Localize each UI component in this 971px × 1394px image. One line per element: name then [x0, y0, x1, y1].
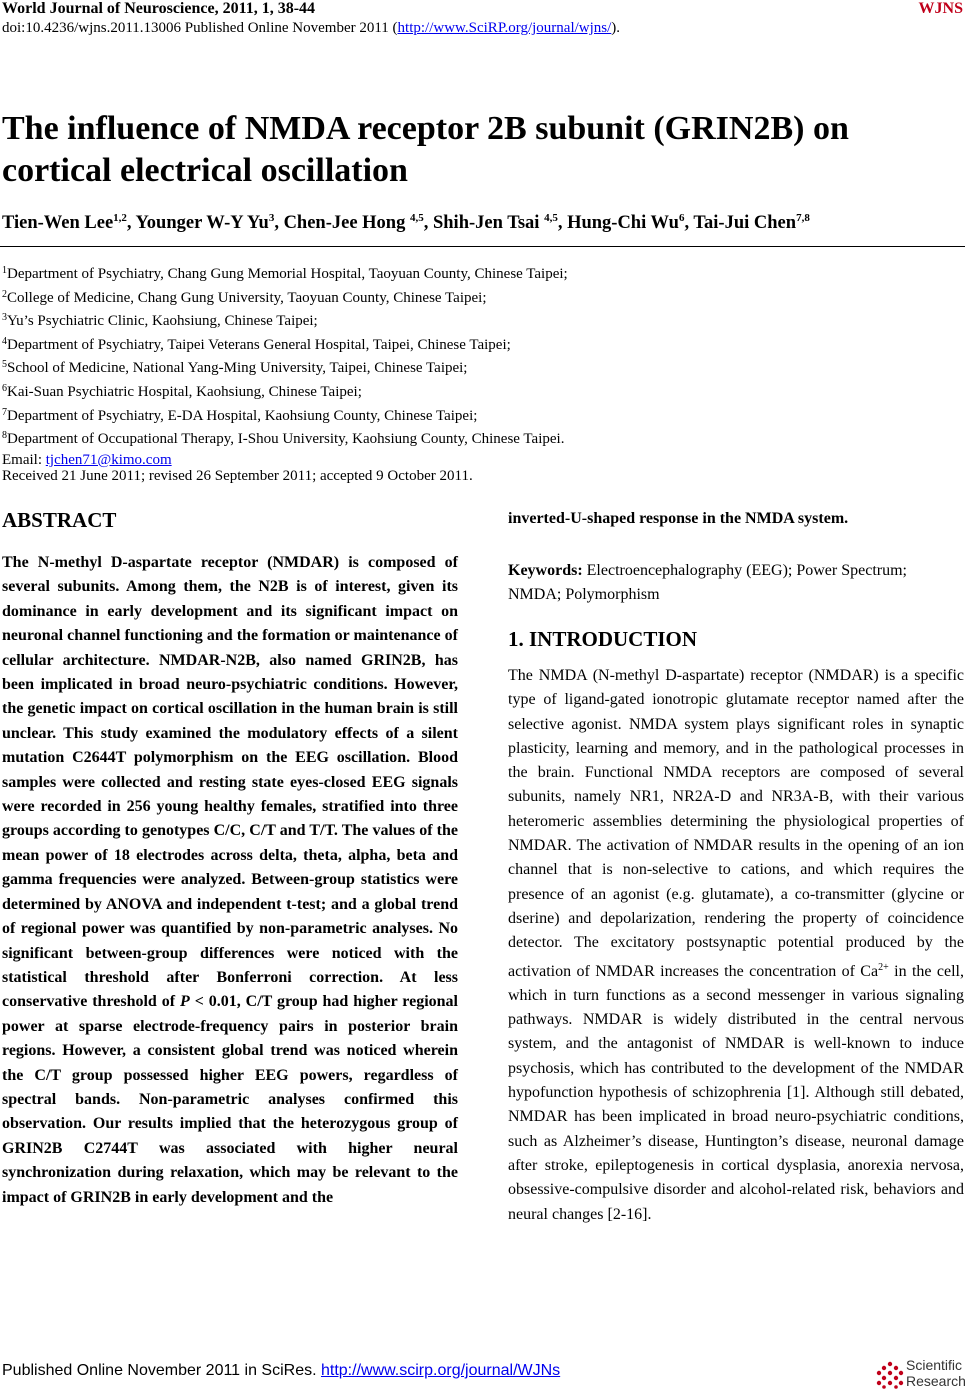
- keywords-text: Electroencephalography (EEG); Power Spectrum; NMDA; Polymorphism: [508, 562, 907, 603]
- author: Tai-Jui Chen$^{7,8}$: [693, 212, 810, 233]
- journal-citation: World Journal of Neuroscience, 2011, 1, 38-44: [2, 0, 316, 17]
- keywords: [508, 559, 964, 607]
- author: Chen-Jee Hong $^{4,5}$,: [283, 212, 433, 233]
- doi-suffix: ).: [611, 20, 621, 36]
- email-label: Email:: [2, 451, 46, 468]
- affiliation: $^1$Department of Psychiatry, Chang Gung Memorial Hospital, Taoyuan County, Chinese Taipei;: [2, 265, 568, 282]
- journal-abbreviation: WJNS: [918, 0, 963, 17]
- scientific-research-logo-icon: [876, 1361, 904, 1389]
- affiliation: $^6$Kai-Suan Psychiatric Hospital, Kaohsiung, Chinese Taipei;: [2, 382, 362, 400]
- author-list: [2, 212, 810, 234]
- received-dates: Received 21 June 2011; revised 26 September 2011; accepted 9 October 2011.: [2, 468, 473, 484]
- author: Shih-Jen Tsai $^{4,5}$,: [432, 212, 568, 233]
- affiliation: $^3$Yu’s Psychiatric Clinic, Kaohsiung, Chinese Taipei;: [2, 312, 318, 330]
- title-divider: [0, 246, 965, 247]
- keywords-label: Keywords:: [508, 562, 583, 579]
- author: Tien-Wen Lee$^{1,2}$,: [2, 212, 136, 233]
- abstract-heading: ABSTRACT: [2, 508, 117, 532]
- journal-link[interactable]: http://www.SciRP.org/journal/wjns/: [397, 20, 612, 36]
- footer-link[interactable]: http://www.scirp.org/journal/WJNs: [320, 1362, 561, 1379]
- doi-line: [2, 20, 620, 37]
- email-link[interactable]: tjchen71@kimo.com: [45, 451, 172, 468]
- abstract-continuation: inverted-U-shaped response in the NMDA system.: [508, 510, 849, 527]
- introduction-heading: 1. INTRODUCTION: [508, 627, 698, 651]
- paper-title: The influence of NMDA receptor 2B subunit (GRIN2B) on cortical electrical oscillation: [2, 110, 849, 189]
- affiliation: $^4$Department of Psychiatry, Taipei Veterans General Hospital, Taipei, Chinese Taipei;: [2, 335, 511, 353]
- affiliation: $^8$Department of Occupational Therapy, I-Shou University, Kaohsiung County, Chinese Taipei.: [2, 430, 565, 448]
- affiliation: $^7$Department of Psychiatry, E-DA Hospital, Kaohsiung County, Chinese Taipei;: [2, 406, 478, 424]
- logo-text: Scientific Research: [906, 1357, 966, 1389]
- footer-text: Published Online November 2011 in SciRes.: [2, 1362, 321, 1379]
- publisher-logo: [876, 1357, 966, 1393]
- footer: [2, 1362, 560, 1380]
- author: Younger W-Y Yu$^3$,: [135, 212, 284, 233]
- affiliation: $^2$College of Medicine, Chang Gung University, Taoyuan County, Chinese Taipei;: [2, 288, 487, 306]
- affiliation: $^5$School of Medicine, National Yang-Ming University, Taipei, Chinese Taipei;: [2, 359, 468, 377]
- affiliation-list: [2, 261, 568, 470]
- author: Hung-Chi Wu$^6$,: [567, 212, 694, 233]
- introduction-text: The NMDA (N-methyl D-aspartate) receptor (NMDAR) is a specific type of ligand-gated ionotropic glutamate receptor named after the selective agonist. NMDA system plays significant roles in synaptic plasticity, learning and memory, and in the pathological processes in the brain. Functional NMDA receptors are composed of several subunits, namely NR1, NR2A-D and NR3A-B, with their various heteromeric assemblies determining the physiological properties of NMDAR. The activation of NMDAR results in the opening of an ion channel that is non-selective to cations, and which requires the presence of an agonist (e.g. glutamate), a co-transmitter (glycine or dserine) and depolarization, rendering the property of coincidence detector. The excitatory postsynaptic potential produced by the activation of NMDAR increases the concentration of $Ca^{2+}$ in the cell, which in turn functions as a second messenger in various signaling pathways. NMDAR is widely distributed in the central nervous system, and the antagonist of NMDAR is well-known to induce psychosis, which has contributed to the development of the NMDAR hypofunction hypothesis of schizophrenia [1]. Although still debated, NMDAR has been implicated in broad neuro-psychiatric conditions, such as Alzheimer’s disease, Huntington’s disease, neuronal damage after stroke, epileptogenesis in cortical dysplasia, anorexia nervosa, obsessive-compulsive disorder and alcohol-related risk, behaviors and neural changes [2-16].: [508, 667, 965, 1223]
- abstract-text: The N-methyl D-aspartate receptor (NMDAR) is composed of several subunits. Among them, the N2B is of interest, given its dominance in early development and its significant impact on neuronal channel functioning and the formation or maintenance of cellular architecture. NMDAR-N2B, also named GRIN2B, has been implicated in broad neuro-psychiatric conditions. However, the genetic impact on cortical oscillation in the human brain is still unclear. This study examined the modulatory effects of a silent mutation C2644T polymorphism on the EEG oscillation. Blood samples were collected and resting state eyes-closed EEG signals were recorded in 256 young healthy females, stratified into three groups according to genotypes C/C, C/T and T/T. The values of the mean power of 18 electrodes across delta, theta, alpha, beta and gamma frequencies were analyzed. Between-group statistics were determined by ANOVA and independent t-test; and a global trend of regional power was quantified by non-parametric analyses. No significant between-group differences were noticed with the statistical threshold after Bonferroni correction. At less conservative threshold of P < 0.01, C/T group had higher regional power at sparse electrode-frequency pairs in posterior brain regions. However, a consistent global trend was noticed wherein the C/T group possessed higher EEG powers, regardless of spectral bands. Non-parametric analyses confirmed this observation. Our results implied that the heterozygous group of GRIN2B C2744T was associated with higher neural synchronization during relaxation, which may be relevant to the impact of GRIN2B in early development and the: [2, 554, 459, 1206]
- doi-text: doi:10.4236/wjns.2011.13006 Published Online November 2011 (: [2, 20, 398, 36]
